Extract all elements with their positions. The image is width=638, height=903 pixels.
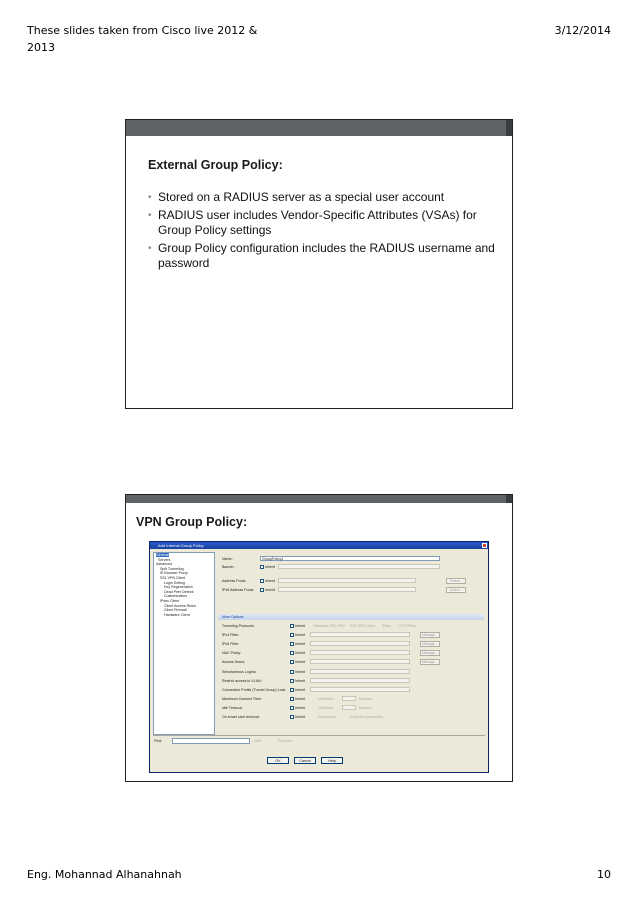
protocol-option[interactable]: Clientless SSL VPN — [313, 624, 345, 628]
inherit-checkbox[interactable] — [290, 670, 294, 674]
option-row — [218, 669, 484, 675]
inherit-checkbox[interactable] — [260, 565, 264, 569]
slide-title: External Group Policy: — [148, 158, 283, 172]
inherit-checkbox[interactable] — [290, 660, 294, 664]
page-number: 10 — [597, 868, 611, 881]
address-pools-row — [218, 578, 484, 584]
inherit-checkbox[interactable] — [290, 679, 294, 683]
header-date: 3/12/2014 — [554, 24, 611, 37]
tree-item-servers[interactable]: Servers — [158, 557, 171, 562]
ipv6-pools-input[interactable] — [278, 587, 416, 592]
policy-form — [218, 552, 484, 733]
inherit-checkbox[interactable] — [290, 642, 294, 646]
tree-item-client-firewall[interactable]: Client Firewall — [164, 608, 187, 613]
tree-item-ssl-vpn-client[interactable]: SSL VPN Client — [160, 575, 186, 580]
inherit-label: Inherit — [295, 715, 305, 719]
keep-connection-option[interactable]: Keep the connection — [350, 715, 383, 719]
bullet-item: • RADIUS user includes Vendor-Specific Attributes (VSAs) for Group Policy settings — [148, 208, 498, 238]
name-row — [218, 556, 484, 562]
manage-button[interactable]: Manage... — [420, 641, 440, 647]
inherit-label: Inherit — [295, 633, 305, 637]
option-label: Maximum Connect Time: — [222, 697, 262, 701]
banner-label: Banner: — [222, 565, 235, 569]
option-row — [218, 678, 484, 684]
tree-item-ipsec-client[interactable]: IPsec Client — [160, 598, 180, 603]
option-label: Access Hours: — [222, 660, 246, 664]
inherit-label: Inherit — [265, 579, 275, 583]
inherit-label: Inherit — [295, 688, 305, 692]
find-label: Find: — [154, 739, 162, 743]
inherit-label: Inherit — [295, 697, 305, 701]
inherit-label: Inherit — [295, 706, 305, 710]
manage-button[interactable]: Manage... — [420, 659, 440, 665]
tree-item-customization[interactable]: Customization — [164, 594, 187, 599]
address-pools-input[interactable] — [278, 578, 416, 583]
tree-item-hardware-client[interactable]: Hardware Client — [164, 612, 190, 617]
minutes-label: minutes — [359, 706, 372, 710]
vlan-select[interactable] — [310, 678, 410, 683]
divider — [153, 735, 485, 736]
nac-policy-select[interactable] — [310, 650, 410, 655]
header-source-note: These slides taken from Cisco live 2012 & 2013 — [27, 24, 258, 54]
inherit-label: Inherit — [295, 679, 305, 683]
ipv6-filter-select[interactable] — [310, 641, 410, 646]
slide-topbar — [126, 120, 512, 136]
tree-item-client-access-rules[interactable]: Client Access Rules — [164, 603, 196, 608]
find-previous-button[interactable]: Previous — [278, 739, 292, 743]
inherit-checkbox[interactable] — [290, 688, 294, 692]
option-label: Restrict access to VLAN: — [222, 679, 262, 683]
inherit-checkbox[interactable] — [290, 715, 294, 719]
banner-row — [218, 564, 484, 570]
inherit-label: Inherit — [295, 624, 305, 628]
name-label: Name: — [222, 557, 233, 561]
option-row — [218, 623, 484, 629]
option-label: IPv6 Filter: — [222, 642, 240, 646]
more-options-label: More Options — [222, 615, 244, 619]
inherit-label: Inherit — [295, 651, 305, 655]
idle-timeout-input[interactable] — [342, 705, 356, 710]
tree-item-login-setting[interactable]: Login Setting — [164, 580, 185, 585]
tree-item-general[interactable]: General — [156, 553, 169, 557]
inherit-checkbox[interactable] — [290, 651, 294, 655]
option-label: On smart card removal: — [222, 715, 260, 719]
navigation-tree — [153, 552, 215, 735]
tree-item-browser-proxy[interactable]: IE Browser Proxy — [160, 571, 188, 576]
option-label: IPv4 Filter: — [222, 633, 240, 637]
address-pools-label: Address Pools: — [222, 579, 247, 583]
max-connect-input[interactable] — [342, 696, 356, 701]
inherit-label: Inherit — [265, 565, 275, 569]
inherit-label: Inherit — [265, 588, 275, 592]
slide-topbar — [126, 495, 512, 503]
option-row — [218, 641, 484, 647]
add-group-policy-dialog — [149, 541, 489, 773]
protocol-option[interactable]: IPsec — [382, 624, 391, 628]
inherit-checkbox[interactable] — [290, 633, 294, 637]
dialog-title: Add Internal Group Policy — [158, 543, 204, 548]
ipv6-pools-row — [218, 587, 484, 593]
slide-vpn-group-policy — [125, 494, 513, 782]
ipv4-filter-select[interactable] — [310, 632, 410, 637]
option-label: NAC Policy: — [222, 651, 242, 655]
inherit-checkbox[interactable] — [290, 706, 294, 710]
bullet-item: • Stored on a RADIUS server as a special user account — [148, 190, 498, 205]
option-label: Idle Timeout: — [222, 706, 243, 710]
inherit-checkbox[interactable] — [260, 579, 264, 583]
tree-item-split-tunneling[interactable]: Split Tunneling — [160, 566, 184, 571]
option-row — [218, 687, 484, 693]
option-row — [218, 632, 484, 638]
slide-title: VPN Group Policy: — [136, 515, 248, 529]
inherit-checkbox[interactable] — [290, 697, 294, 701]
inherit-checkbox[interactable] — [260, 588, 264, 592]
option-label: Connection Profile (Tunnel Group) Lock: — [222, 688, 287, 692]
bullet-list — [148, 190, 498, 274]
inherit-checkbox[interactable] — [290, 624, 294, 628]
protocol-option[interactable]: L2TP/IPsec — [398, 624, 417, 628]
protocol-option[interactable]: SSL VPN Client — [350, 624, 376, 628]
help-button[interactable]: Help — [321, 757, 343, 764]
unlimited-option[interactable]: Unlimited — [318, 697, 333, 701]
slide-external-group-policy — [125, 119, 513, 409]
tree-item-key-regeneration[interactable]: Key Regeneration — [164, 585, 193, 590]
option-label: Simultaneous Logins: — [222, 670, 257, 674]
find-input[interactable] — [172, 738, 250, 744]
select-button[interactable]: Select... — [446, 587, 466, 593]
inherit-label: Inherit — [295, 670, 305, 674]
manage-button[interactable]: Manage... — [420, 650, 440, 656]
cancel-button[interactable]: Cancel — [294, 757, 316, 764]
name-input[interactable]: GroupPolicy1 — [260, 556, 440, 561]
manage-button[interactable]: Manage... — [420, 632, 440, 638]
tree-item-dead-peer-detection[interactable]: Dead Peer Detecti — [164, 589, 194, 594]
option-row — [218, 705, 484, 711]
ok-button[interactable]: OK — [267, 757, 289, 764]
inherit-label: Inherit — [295, 642, 305, 646]
option-row — [218, 659, 484, 665]
option-row — [218, 650, 484, 656]
banner-input[interactable] — [278, 564, 440, 569]
close-icon[interactable] — [482, 543, 487, 548]
select-button[interactable]: Select... — [446, 578, 466, 584]
option-label: Tunneling Protocols: — [222, 624, 255, 628]
option-row — [218, 696, 484, 702]
inherit-label: Inherit — [295, 660, 305, 664]
option-row — [218, 714, 484, 720]
dialog-titlebar — [150, 542, 488, 549]
ipv6-pools-label: IPv6 Address Pools: — [222, 588, 255, 592]
access-hours-select[interactable] — [310, 659, 410, 664]
disconnect-option[interactable]: Disconnect — [318, 715, 336, 719]
footer-author: Eng. Mohannad Alhanahnah — [27, 868, 182, 881]
connection-profile-select[interactable] — [310, 687, 410, 692]
simultaneous-logins-input[interactable] — [310, 669, 410, 674]
unlimited-option[interactable]: Unlimited — [318, 706, 333, 710]
more-options-header[interactable] — [218, 614, 484, 620]
minutes-label: minutes — [359, 697, 372, 701]
bullet-item: • Group Policy configuration includes the RADIUS username and password — [148, 241, 498, 271]
tree-item-advanced[interactable]: Advanced — [156, 562, 172, 567]
find-next-button[interactable]: Next — [254, 739, 262, 743]
